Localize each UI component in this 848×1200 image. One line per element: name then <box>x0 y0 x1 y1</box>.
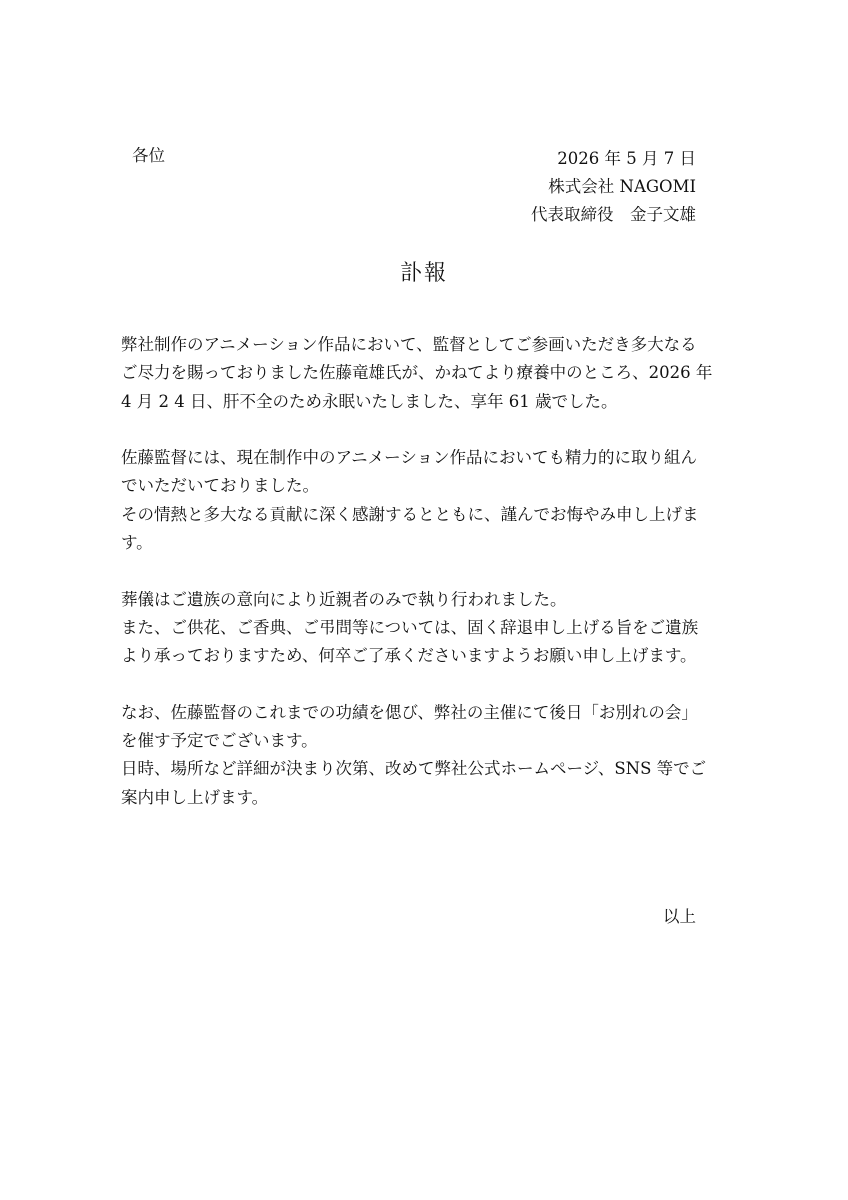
company-name: 株式会社 NAGOMI <box>548 177 696 196</box>
body-line: その情熱と多大なる貢献に深く感謝するとともに、謹んでお悔やみ申し上げま <box>121 504 699 524</box>
recipient: 各位 <box>132 146 165 165</box>
body-line: 葬儀はご遺族の意向により近親者のみで執り行われました。 <box>121 589 567 609</box>
body-line: を催す予定でございます。 <box>121 731 318 751</box>
body-line: 4 月 2 4 日、肝不全のため永眠いたしました、享年 61 歳でした。 <box>121 391 618 411</box>
document-date: 2026 年 5 月 7 日 <box>557 149 696 168</box>
sender-block <box>531 145 696 229</box>
document-body <box>121 331 729 840</box>
paragraph-gratitude <box>121 444 729 557</box>
closing-mark: 以上 <box>663 907 696 926</box>
body-line: なお、佐藤監督のこれまでの功績を偲び、弊社の主催にて後日「お別れの会」 <box>121 702 698 722</box>
body-line: 佐藤監督には、現在制作中のアニメーション作品においても精力的に取り組ん <box>121 448 698 468</box>
paragraph-announcement <box>121 331 729 416</box>
body-line: より承っておりますため、何卒ご了承くださいますようお願い申し上げます。 <box>121 646 697 666</box>
paragraph-farewell-event <box>121 699 729 812</box>
body-line: 案内申し上げます。 <box>121 787 269 807</box>
body-line: す。 <box>121 533 153 553</box>
body-line: また、ご供花、ご香典、ご弔問等については、固く辞退申し上げる旨をご遺族 <box>121 617 699 637</box>
paragraph-funeral <box>121 586 729 671</box>
body-line: 弊社制作のアニメーション作品において、監督としてご参画いただき多大なる <box>121 335 697 354</box>
representative-name: 代表取締役 金子文雄 <box>531 205 696 224</box>
body-line: ご尽力を賜っておりました佐藤竜雄氏が、かねてより療養中のところ、2026 年 <box>121 363 713 383</box>
body-line: でいただいておりました。 <box>121 476 319 496</box>
body-line: 日時、場所など詳細が決まり次第、改めて弊社公式ホームページ、SNS 等でご <box>121 759 707 779</box>
document-title: 訃報 <box>399 261 448 286</box>
